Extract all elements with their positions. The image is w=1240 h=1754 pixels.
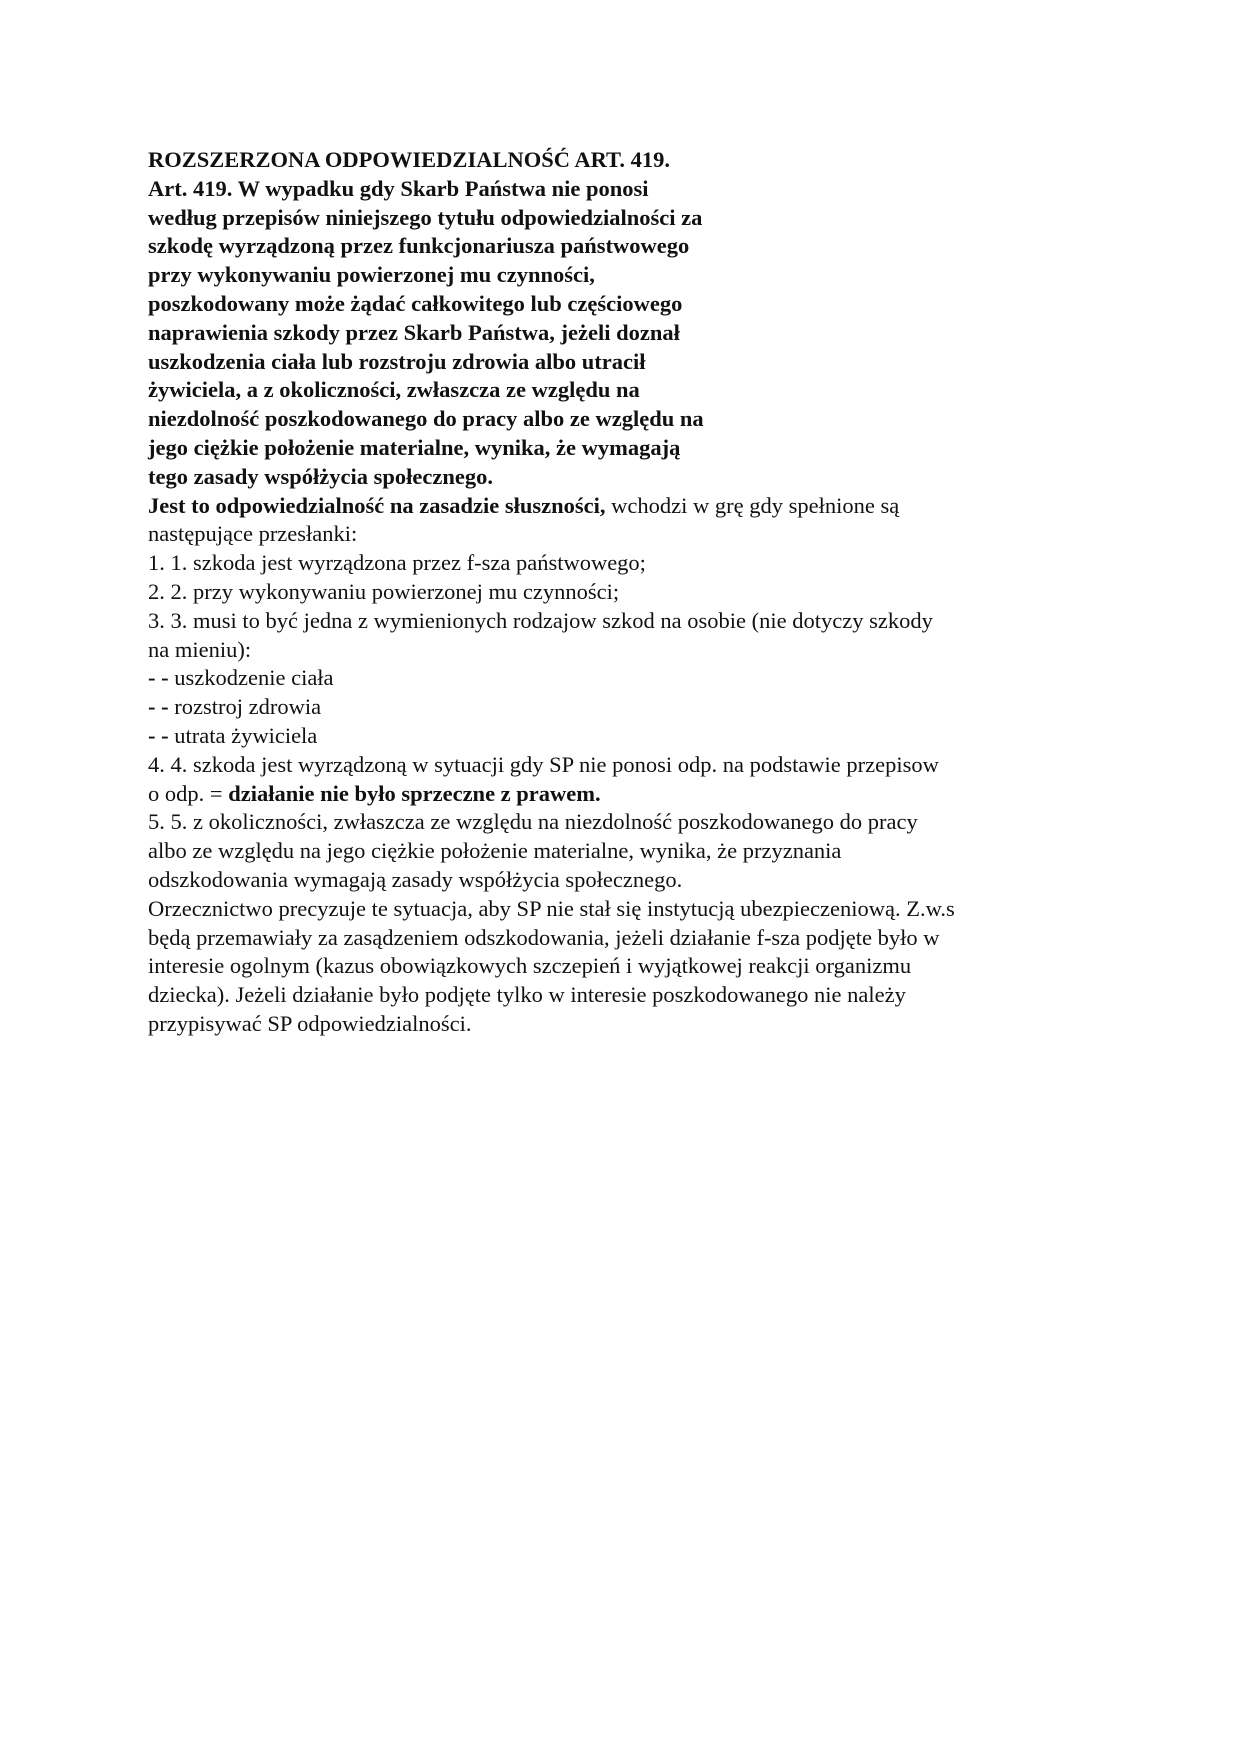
article-line: poszkodowany może żądać całkowitego lub częściowego: [148, 290, 683, 316]
bullet-item: [148, 722, 1148, 751]
intro-bold-text: Jest to odpowiedzialność na zasadzie słuszności,: [148, 492, 606, 518]
list-item-4-continued: [148, 780, 1148, 809]
bullet-marker: - -: [148, 722, 169, 748]
closing-line: interesie ogolnym (kazus obowiązkowych szczepień i wyjątkowej reakcji organizmu: [148, 953, 912, 979]
article-line: szkodę wyrządzoną przez funkcjonariusza państwowego: [148, 233, 690, 259]
document-title: ROZSZERZONA ODPOWIEDZIALNOŚĆ ART. 419.: [148, 147, 671, 172]
list-item-5-continued: odszkodowania wymagają zasady współżycia społecznego.: [148, 866, 683, 892]
list-item-4: 4. 4. szkoda jest wyrządzoną w sytuacji gdy SP nie ponosi odp. na podstawie przepisow: [148, 751, 939, 777]
closing-line: przypisywać SP odpowiedzialności.: [148, 1010, 472, 1036]
bullet-item: [148, 693, 1148, 722]
closing-paragraph: [148, 895, 1148, 1039]
closing-line: Orzecznictwo precyzuje te sytuacja, aby SP nie stał się instytucją ubezpieczeniową. Z.w.s: [148, 895, 955, 921]
article-line: niezdolność poszkodowanego do pracy albo ze względu na: [148, 406, 704, 432]
article-line: według przepisów niniejszego tytułu odpowiedzialności za: [148, 204, 703, 230]
list-item-4-prefix: o odp. =: [148, 780, 229, 806]
article-line: żywiciela, a z okoliczności, zwłaszcza ze względu na: [148, 377, 640, 403]
article-line: jego ciężkie położenie materialne, wynika, że wymagają: [148, 434, 681, 460]
bullet-item: [148, 664, 1148, 693]
list-item-3: 3. 3. musi to być jedna z wymienionych rodzajow szkod na osobie (nie dotyczy szkody: [148, 607, 933, 633]
closing-line: dziecka). Jeżeli działanie było podjęte tylko w interesie poszkodowanego nie należy: [148, 982, 906, 1008]
article-line: Art. 419. W wypadku gdy Skarb Państwa nie ponosi: [148, 175, 649, 201]
list-item-5-continued: albo ze względu na jego ciężkie położenie materialne, wynika, że przyznania: [148, 838, 842, 864]
list-item-1: 1. 1. szkoda jest wyrządzona przez f-sza państwowego;: [148, 550, 646, 576]
document-body: [148, 146, 1148, 1039]
intro-text: wchodzi w grę gdy spełnione są: [605, 492, 900, 518]
closing-line: będą przemawiały za zasądzeniem odszkodowania, jeżeli działanie f-sza podjęte było w: [148, 924, 940, 950]
article-line: tego zasady współżycia społecznego.: [148, 463, 493, 489]
intro-paragraph-line2: następujące przesłanki:: [148, 521, 358, 547]
article-line: przy wykonywaniu powierzonej mu czynności,: [148, 262, 595, 288]
bullet-text: rozstroj zdrowia: [174, 694, 322, 720]
list-item-3-continued: na mieniu):: [148, 636, 252, 662]
article-419-text: [148, 175, 1148, 492]
list-item-5: 5. 5. z okoliczności, zwłaszcza ze względu na niezdolność poszkodowanego do pracy: [148, 809, 918, 835]
article-line: uszkodzenia ciała lub rozstroju zdrowia albo utracił: [148, 348, 646, 374]
bullet-marker: - -: [148, 694, 169, 720]
intro-paragraph: [148, 492, 1148, 521]
article-line: naprawienia szkody przez Skarb Państwa, jeżeli doznał: [148, 319, 680, 345]
list-item-4-bold: działanie nie było sprzeczne z prawem.: [228, 780, 601, 806]
bullet-text: uszkodzenie ciała: [174, 665, 334, 691]
list-item-2: 2. 2. przy wykonywaniu powierzonej mu czynności;: [148, 578, 620, 604]
bullet-text: utrata żywiciela: [174, 722, 318, 748]
bullet-marker: - -: [148, 665, 169, 691]
